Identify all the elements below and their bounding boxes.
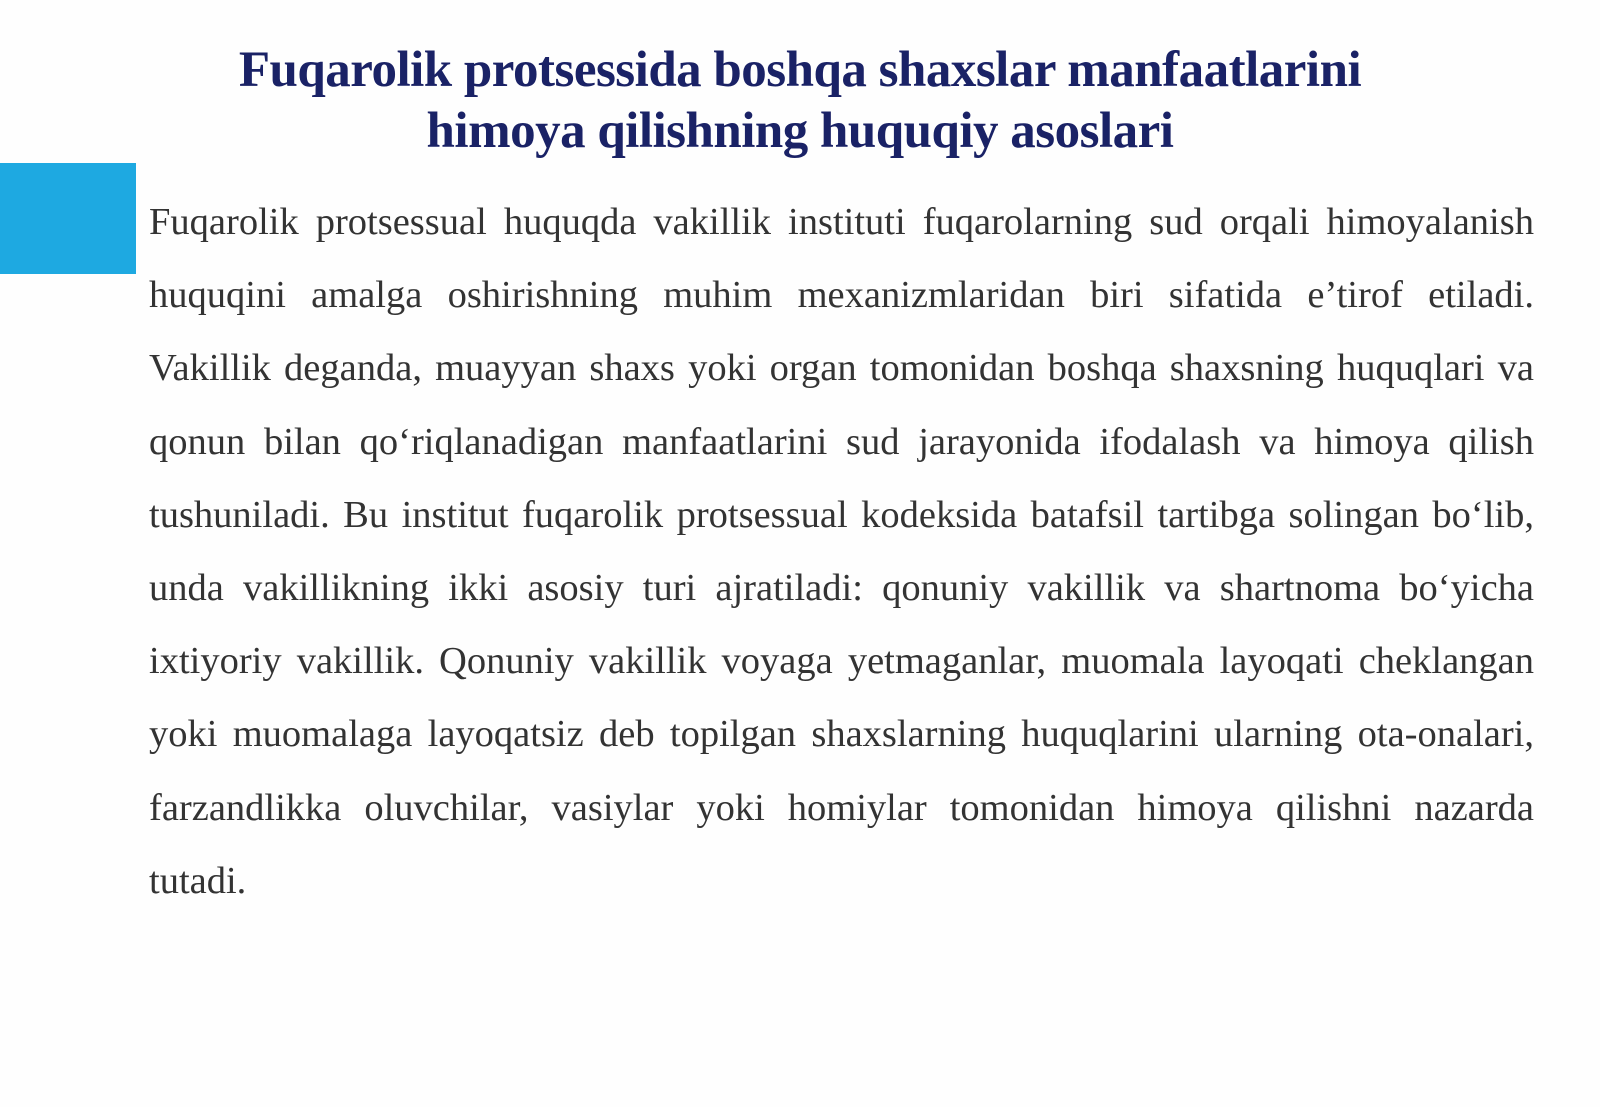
slide-title (110, 40, 1490, 162)
accent-block (0, 163, 136, 274)
body-paragraph: Fuqarolik protsessual huquqda vakillik instituti fuqarolarning sud orqali himoyalanish huquqini amalga oshirishning muhim mexanizmlaridan biri sifatida e’tirof etiladi. Vakillik deganda, muayyan shaxs yoki organ tomonidan boshqa shaxsning huquqlari va qonun bilan qo‘riqlanadigan manfaatlarini sud jarayonida ifodalash va himoya qilish tushuniladi. Bu institut fuqarolik protsessual kodeksida batafsil tartibga solingan bo‘lib, unda vakillikning ikki asosiy turi ajratiladi: qonuniy vakillik va shartnoma bo‘yicha ixtiyoriy vakillik. Qonuniy vakillik voyaga yetmaganlar, muomala layoqati cheklangan yoki muomalaga layoqatsiz deb topilgan shaxslarning huquqlarini ularning ota-onalari, farzandlikka oluvchilar, vasiylar yoki homiylar tomonidan himoya qilishni nazarda tutadi. (149, 201, 1534, 902)
slide-title-line-2: himoya qilishning huquqiy asoslari (426, 103, 1174, 159)
slide-title-line-1: Fuqarolik protsessida boshqa shaxslar manfaatlarini (238, 42, 1362, 98)
